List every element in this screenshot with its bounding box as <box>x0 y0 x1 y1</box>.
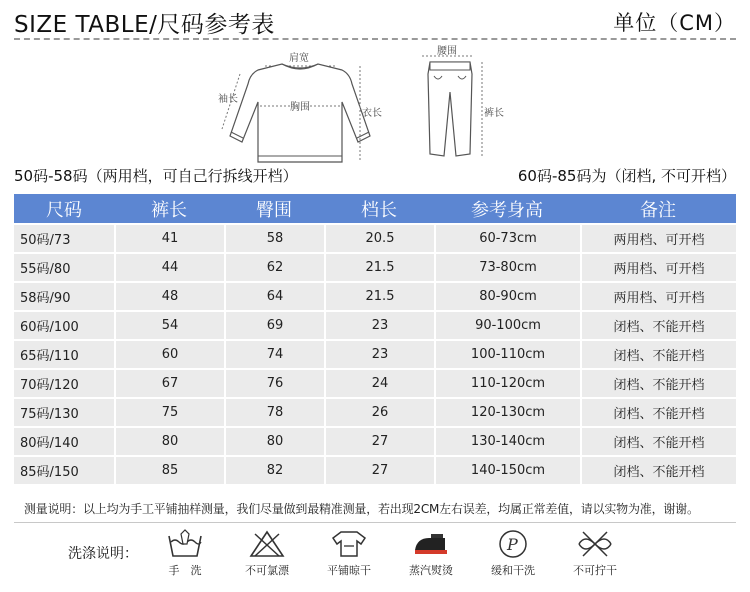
cell-hip: 62 <box>224 254 324 281</box>
table-row <box>14 341 736 368</box>
dry-clean-icon <box>493 528 533 560</box>
cell-hip: 64 <box>224 283 324 310</box>
table-row <box>14 283 736 310</box>
cell-crotch: 20.5 <box>324 225 434 252</box>
cell-remark: 两用档、可开档 <box>580 283 736 310</box>
care-label-no-wring: 不可拧干 <box>573 564 617 577</box>
page-title: SIZE TABLE/尺码参考表 <box>14 12 275 38</box>
cell-pants-length: 60 <box>114 341 224 368</box>
cell-size: 75码/130 <box>14 399 114 426</box>
cell-crotch: 24 <box>324 370 434 397</box>
cell-height: 140-150cm <box>434 457 580 484</box>
cell-crotch: 23 <box>324 312 434 339</box>
cell-height: 90-100cm <box>434 312 580 339</box>
notes-row <box>0 165 750 191</box>
cell-crotch: 21.5 <box>324 254 434 281</box>
cell-pants-length: 67 <box>114 370 224 397</box>
care-label-hand-wash: 手 洗 <box>168 564 202 577</box>
header-crotch: 档长 <box>324 194 434 223</box>
pants-length-label: 裤长 <box>484 108 504 119</box>
svg-text:P: P <box>507 535 518 554</box>
dashed-divider <box>14 38 736 40</box>
care-item-steam-iron <box>386 528 476 578</box>
cell-remark: 闭档、不能开档 <box>580 428 736 455</box>
cell-crotch: 26 <box>324 399 434 426</box>
shirt-diagram <box>210 44 410 168</box>
cell-remark: 闭档、不能开档 <box>580 312 736 339</box>
cell-size: 50码/73 <box>14 225 114 252</box>
table-row <box>14 225 736 252</box>
cell-size: 60码/100 <box>14 312 114 339</box>
header-remark: 备注 <box>580 194 736 223</box>
cell-crotch: 21.5 <box>324 283 434 310</box>
cell-size: 70码/120 <box>14 370 114 397</box>
cell-remark: 闭档、不能开档 <box>580 341 736 368</box>
steam-iron-icon <box>411 528 451 560</box>
cell-pants-length: 44 <box>114 254 224 281</box>
cell-height: 73-80cm <box>434 254 580 281</box>
length-label: 衣长 <box>362 108 382 119</box>
table-row <box>14 399 736 426</box>
header-height: 参考身高 <box>434 194 580 223</box>
care-title: 洗涤说明： <box>68 546 138 562</box>
cell-pants-length: 41 <box>114 225 224 252</box>
measurement-note: 测量说明：以上均为手工平铺抽样测量，我们尽量做到最精准测量，若出现2CM左右误差，均属正常差值，请以实物为准，谢谢。 <box>24 502 699 516</box>
flat-dry-icon <box>329 528 369 560</box>
header-hip: 臀围 <box>224 194 324 223</box>
care-label-flat-dry: 平铺晾干 <box>327 564 371 577</box>
cell-height: 100-110cm <box>434 341 580 368</box>
no-wring-icon <box>575 528 615 560</box>
care-label-steam-iron: 蒸汽熨烫 <box>409 564 453 577</box>
care-item-flat-dry <box>304 528 394 578</box>
cell-size: 58码/90 <box>14 283 114 310</box>
cell-remark: 闭档、不能开档 <box>580 370 736 397</box>
cell-height: 60-73cm <box>434 225 580 252</box>
cell-hip: 80 <box>224 428 324 455</box>
note-right: 60码-85码为（闭档, 不可开档） <box>517 167 736 185</box>
cell-crotch: 27 <box>324 428 434 455</box>
cell-pants-length: 48 <box>114 283 224 310</box>
cell-height: 110-120cm <box>434 370 580 397</box>
cell-remark: 两用档、可开档 <box>580 225 736 252</box>
cell-height: 120-130cm <box>434 399 580 426</box>
cell-height: 80-90cm <box>434 283 580 310</box>
care-divider <box>14 522 736 523</box>
no-bleach-icon <box>247 528 287 560</box>
shoulder-label: 肩宽 <box>289 53 309 64</box>
cell-hip: 76 <box>224 370 324 397</box>
cell-size: 80码/140 <box>14 428 114 455</box>
cell-pants-length: 54 <box>114 312 224 339</box>
table-row <box>14 457 736 484</box>
table-header-row <box>14 194 736 223</box>
pants-diagram <box>400 44 520 168</box>
table-row <box>14 428 736 455</box>
care-item-no-bleach <box>222 528 312 578</box>
cell-remark: 闭档、不能开档 <box>580 457 736 484</box>
care-item-dry-clean <box>468 528 558 578</box>
header-size: 尺码 <box>14 194 114 223</box>
table-row <box>14 370 736 397</box>
cell-crotch: 27 <box>324 457 434 484</box>
care-label-no-bleach: 不可氯漂 <box>245 564 289 577</box>
unit-label: 单位（CM） <box>613 11 736 35</box>
hand-wash-icon <box>165 528 205 560</box>
cell-pants-length: 75 <box>114 399 224 426</box>
cell-remark: 闭档、不能开档 <box>580 399 736 426</box>
care-label-dry-clean: 缓和干洗 <box>491 564 535 577</box>
cell-crotch: 23 <box>324 341 434 368</box>
size-table <box>14 192 736 486</box>
chest-label: 胸围 <box>290 102 310 113</box>
pants-outline-icon <box>400 44 520 168</box>
care-item-hand-wash <box>140 528 230 578</box>
cell-hip: 58 <box>224 225 324 252</box>
note-left: 50码-58码（两用档，可自己行拆线开档） <box>14 167 298 185</box>
cell-hip: 74 <box>224 341 324 368</box>
cell-hip: 82 <box>224 457 324 484</box>
header <box>0 0 750 40</box>
cell-remark: 两用档、可开档 <box>580 254 736 281</box>
sleeve-label: 袖长 <box>218 94 238 105</box>
cell-hip: 78 <box>224 399 324 426</box>
cell-pants-length: 80 <box>114 428 224 455</box>
care-item-no-wring <box>550 528 640 578</box>
waist-label: 腰围 <box>437 46 457 57</box>
table-row <box>14 312 736 339</box>
cell-hip: 69 <box>224 312 324 339</box>
header-pants-length: 裤长 <box>114 194 224 223</box>
cell-size: 65码/110 <box>14 341 114 368</box>
shirt-outline-icon <box>210 44 410 168</box>
cell-size: 85码/150 <box>14 457 114 484</box>
table-row <box>14 254 736 281</box>
cell-height: 130-140cm <box>434 428 580 455</box>
cell-pants-length: 85 <box>114 457 224 484</box>
cell-size: 55码/80 <box>14 254 114 281</box>
